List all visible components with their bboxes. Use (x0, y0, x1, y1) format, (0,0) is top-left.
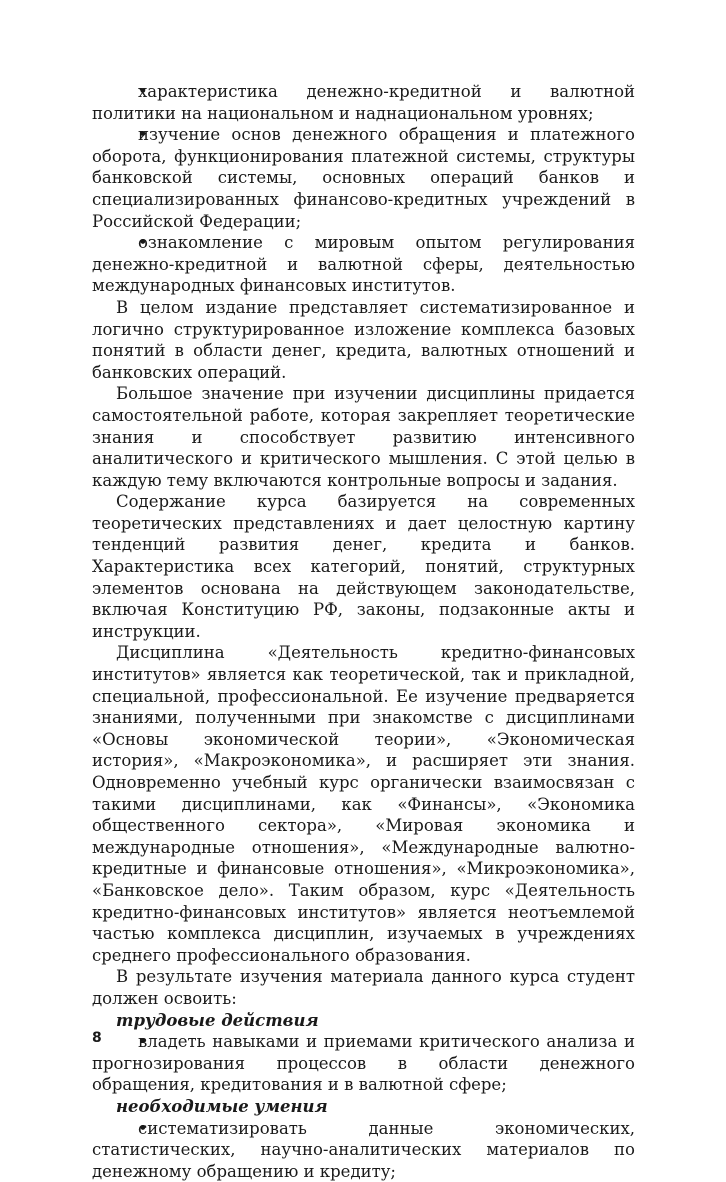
list-item: • изучение основ денежного обращения и платежного оборота, функционирования платежной системы, структуры банковской системы, основных операций банков и специализированных финансово-кредитных учреждений в Российской Федерации; (92, 124, 635, 232)
paragraph: Содержание курса базируется на современных теоретических представлениях и дает целостную картину тенденций развития денег, кредита и банков. Характеристика всех категорий, понятий, структурных элементов основана на действующем законодательстве, включая Конституцию РФ, законы, подзаконные акты и инструкции. (92, 491, 635, 642)
paragraph: Большое значение при изучении дисциплины придается самостоятельной работе, которая закрепляет теоретические знания и способствует развитию интенсивного аналитического и критического мышления. С этой целью в каждую тему включаются контрольные вопросы и задания. (92, 383, 635, 491)
list-item: • характеристика денежно-кредитной и валютной политики на национальном и наднациональном уровнях; (92, 81, 635, 124)
section-heading: необходимые умения (92, 1096, 635, 1118)
paragraph: Дисциплина «Деятельность кредитно-финансовых институтов» является как теоретической, так и прикладной, специальной, профессиональной. Ее изучение предваряется знаниями, полученными при знакомстве с дисциплинами «Основы экономической теории», «Экономическая история», «Макроэкономика», и расширяет эти знания. Одновременно учебный курс органически взаимосвязан с такими дисциплинами, как «Финансы», «Экономика общественного сектора», «Мировая экономика и международные отношения», «Международные валютно-кредитные и финансовые отношения», «Микроэкономика», «Банковское дело». Таким образом, курс «Деятельность кредитно-финансовых институтов» является неотъемлемой частью комплекса дисциплин, изучаемых в учреждениях среднего профессионального образования. (92, 642, 635, 966)
list-item: • ознакомление с мировым опытом регулирования денежно-кредитной и валютной сферы, деятельностью международных финансовых институтов. (92, 232, 635, 297)
body-text (92, 81, 635, 1182)
paragraph: В целом издание представляет систематизированное и логично структурированное изложение комплекса базовых понятий в области денег, кредита, валютных отношений и банковских операций. (92, 297, 635, 383)
page-number: 8 (92, 1030, 102, 1046)
section-heading: трудовые действия (92, 1010, 635, 1032)
paragraph: В результате изучения материала данного курса студент должен освоить: (92, 966, 635, 1009)
list-item: • систематизировать данные экономических, статистических, научно-аналитических материалов по денежному обращению и кредиту; (92, 1118, 635, 1182)
list-item: • владеть навыками и приемами критического анализа и прогнозирования процессов в области денежного обращения, кредитования и в валютной сфере; (92, 1031, 635, 1096)
